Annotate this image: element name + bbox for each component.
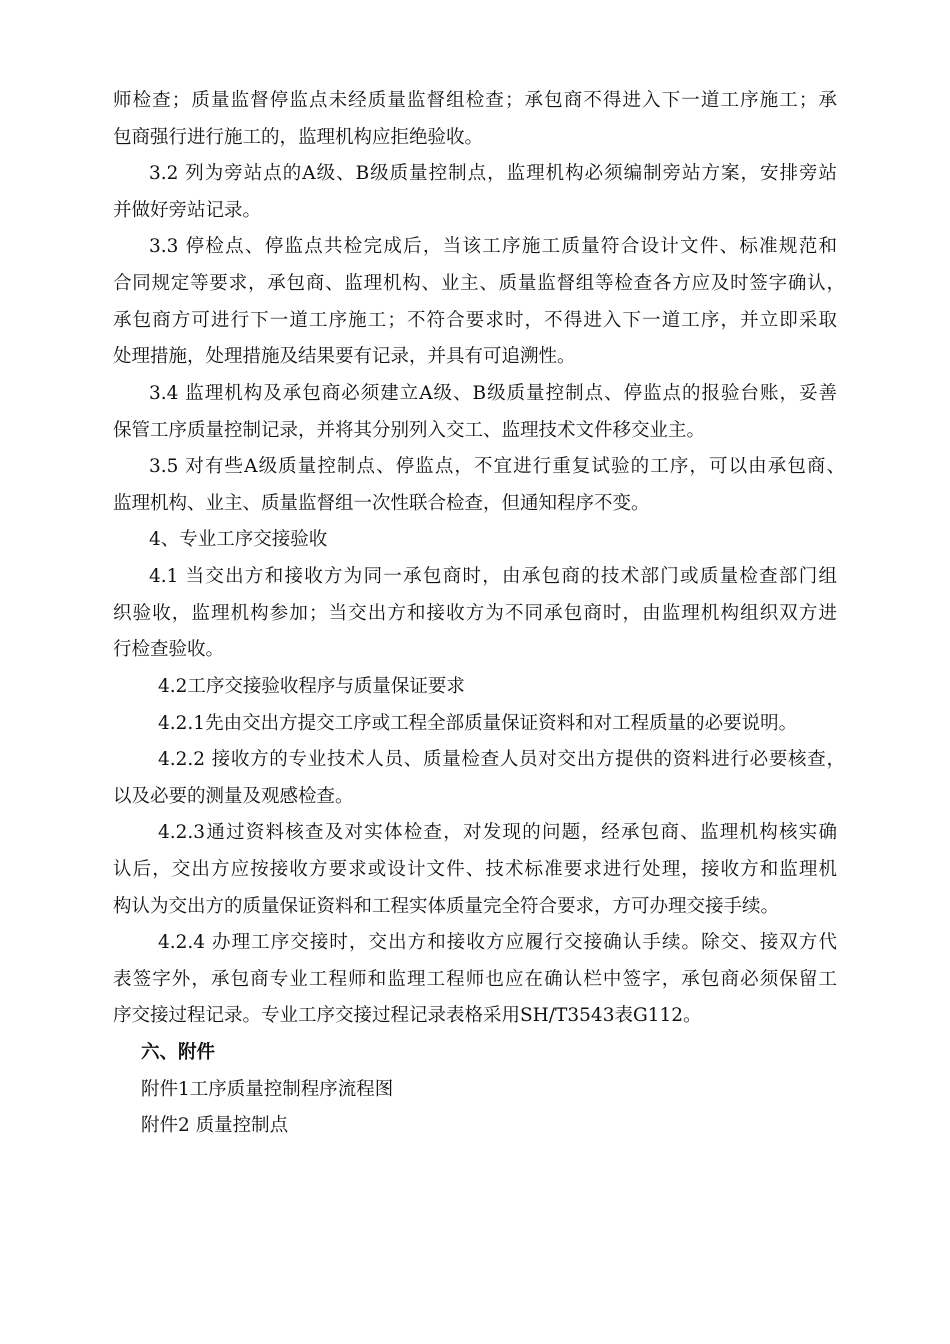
paragraph-line: 保管工序质量控制记录，并将其分别列入交工、监理技术文件移交业主。 (113, 420, 706, 441)
paragraph-line: 3.4 监理机构及承包商必须建立A级、B级质量控制点、停监点的报验台账，妥善 (149, 383, 837, 404)
paragraph-line: 4.1 当交出方和接收方为同一承包商时，由承包商的技术部门或质量检查部门组 (149, 566, 837, 587)
paragraph-line: 序交接过程记录。专业工序交接过程记录表格采用SH/T3543表G112。 (113, 1005, 702, 1026)
attachment-item: 附件1工序质量控制程序流程图 (141, 1079, 394, 1100)
paragraph-line: 4.2.1先由交出方提交工序或工程全部质量保证资料和对工程质量的必要说明。 (158, 713, 798, 734)
paragraph-line: 处理措施，处理措施及结果要有记录，并具有可追溯性。 (113, 346, 576, 367)
paragraph-line: 监理机构、业主、质量监督组一次性联合检查，但通知程序不变。 (113, 493, 650, 514)
paragraph-line: 3.3 停检点、停监点共检完成后，当该工序施工质量符合设计文件、标准规范和 (149, 236, 837, 257)
paragraph-line: 构认为交出方的质量保证资料和工程实体质量完全符合要求，方可办理交接手续。 (113, 896, 780, 917)
paragraph-line: 3.2 列为旁站点的A级、B级质量控制点，监理机构必须编制旁站方案，安排旁站 (149, 163, 837, 184)
paragraph-line: 4.2.2 接收方的专业技术人员、质量检查人员对交出方提供的资料进行必要核查， (158, 749, 845, 770)
section-heading: 六、附件 (141, 1042, 216, 1063)
paragraph-line: 表签字外，承包商专业工程师和监理工程师也应在确认栏中签字，承包商必须保留工 (113, 969, 837, 990)
paragraph-line: 以及必要的测量及观感检查。 (113, 786, 354, 807)
paragraph-line: 合同规定等要求，承包商、监理机构、业主、质量监督组等检查各方应及时签字确认， (113, 273, 845, 294)
paragraph-line: 师检查；质量监督停监点未经质量监督组检查；承包商不得进入下一道工序施工；承 (113, 90, 837, 111)
attachment-item: 附件2 质量控制点 (141, 1115, 289, 1136)
paragraph-line: 织验收，监理机构参加；当交出方和接收方为不同承包商时，由监理机构组织双方进 (113, 603, 837, 624)
section-heading: 4、专业工序交接验收 (149, 529, 328, 550)
subsection-heading: 4.2工序交接验收程序与质量保证要求 (158, 676, 465, 697)
paragraph-line: 认后，交出方应按接收方要求或设计文件、技术标准要求进行处理，接收方和监理机 (113, 859, 837, 880)
paragraph-line: 4.2.3通过资料核查及对实体检查，对发现的问题，经承包商、监理机构核实确 (158, 822, 837, 843)
paragraph-line: 承包商方可进行下一道工序施工；不符合要求时，不得进入下一道工序，并立即采取 (113, 310, 837, 331)
paragraph-line: 行检查验收。 (113, 639, 225, 660)
paragraph-line: 4.2.4 办理工序交接时，交出方和接收方应履行交接确认手续。除交、接双方代 (158, 932, 837, 953)
paragraph-line: 并做好旁站记录。 (113, 200, 262, 221)
paragraph-line: 包商强行进行施工的，监理机构应拒绝验收。 (113, 127, 484, 148)
paragraph-line: 3.5 对有些A级质量控制点、停监点，不宜进行重复试验的工序，可以由承包商、 (149, 456, 845, 477)
